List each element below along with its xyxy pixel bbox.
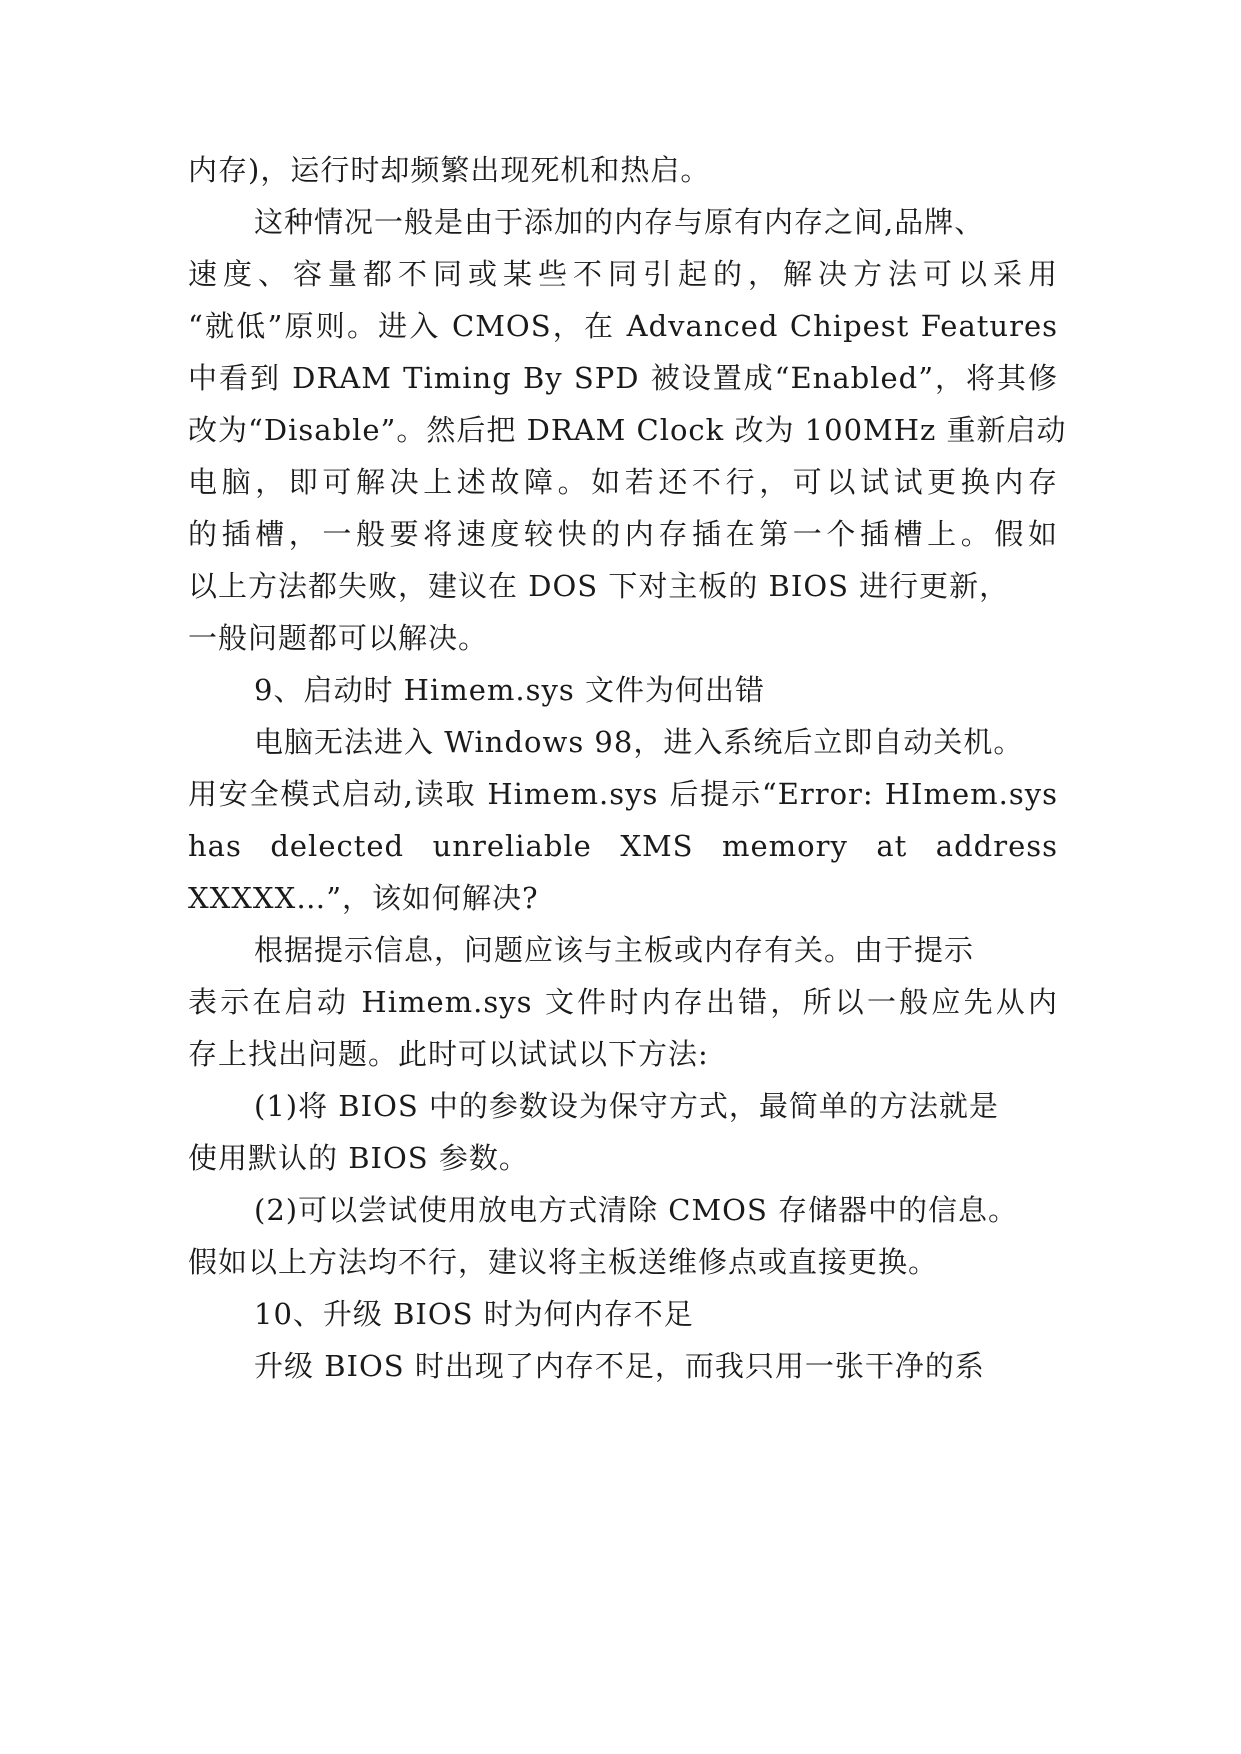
text-line: 存上找出问题。此时可以试试以下方法: [188,1037,709,1071]
text-line: 假如以上方法均不行，建议将主板送维修点或直接更换。 [188,1245,939,1279]
section-heading: 10、升级 BIOS 时为何内存不足 [254,1297,694,1331]
text-line: 使用默认的 BIOS 参数。 [188,1141,529,1175]
text-line: 改为“Disable”。然后把 DRAM Clock 改为 100MHz 重新启动 [188,413,1067,447]
text-line: 电脑无法进入 Windows 98，进入系统后立即自动关机。 [254,725,1024,759]
text-line: (1)将 BIOS 中的参数设为保守方式，最简单的方法就是 [254,1089,999,1123]
text-line: 以上方法都失败，建议在 DOS 下对主板的 BIOS 进行更新， [188,569,1010,603]
text-line: 的插槽，一般要将速度较快的内存插在第一个插槽上。假如 [188,517,1058,551]
text-line: has delected unreliable XMS memory at address [188,829,1058,863]
text-line: (2)可以尝试使用放电方式清除 CMOS 存储器中的信息。 [254,1193,1019,1227]
text-line: 根据提示信息，问题应该与主板或内存有关。由于提示 [254,933,975,967]
text-line: 速度、容量都不同或某些不同引起的，解决方法可以采用 [188,257,1058,291]
text-line: 这种情况一般是由于添加的内存与原有内存之间,品牌、 [254,205,985,239]
text-line: 表示在启动 Himem.sys 文件时内存出错，所以一般应先从内 [188,985,1058,1019]
text-line: 升级 BIOS 时出现了内存不足，而我只用一张干净的系 [254,1349,985,1383]
text-line: 电脑，即可解决上述故障。如若还不行，可以试试更换内存 [188,465,1058,499]
section-heading: 9、启动时 Himem.sys 文件为何出错 [254,673,765,707]
text-line: 中看到 DRAM Timing By SPD 被设置成“Enabled”，将其修 [188,361,1058,395]
text-line: XXXXX…”，该如何解决? [188,881,539,915]
text-line: “就低”原则。进入 CMOS，在 Advanced Chipest Features [188,309,1058,343]
text-line: 一般问题都可以解决。 [188,621,489,655]
text-line: 内存)，运行时却频繁出现死机和热启。 [188,153,711,187]
text-line: 用安全模式启动,读取 Himem.sys 后提示“Error: HImem.sys [188,777,1058,811]
